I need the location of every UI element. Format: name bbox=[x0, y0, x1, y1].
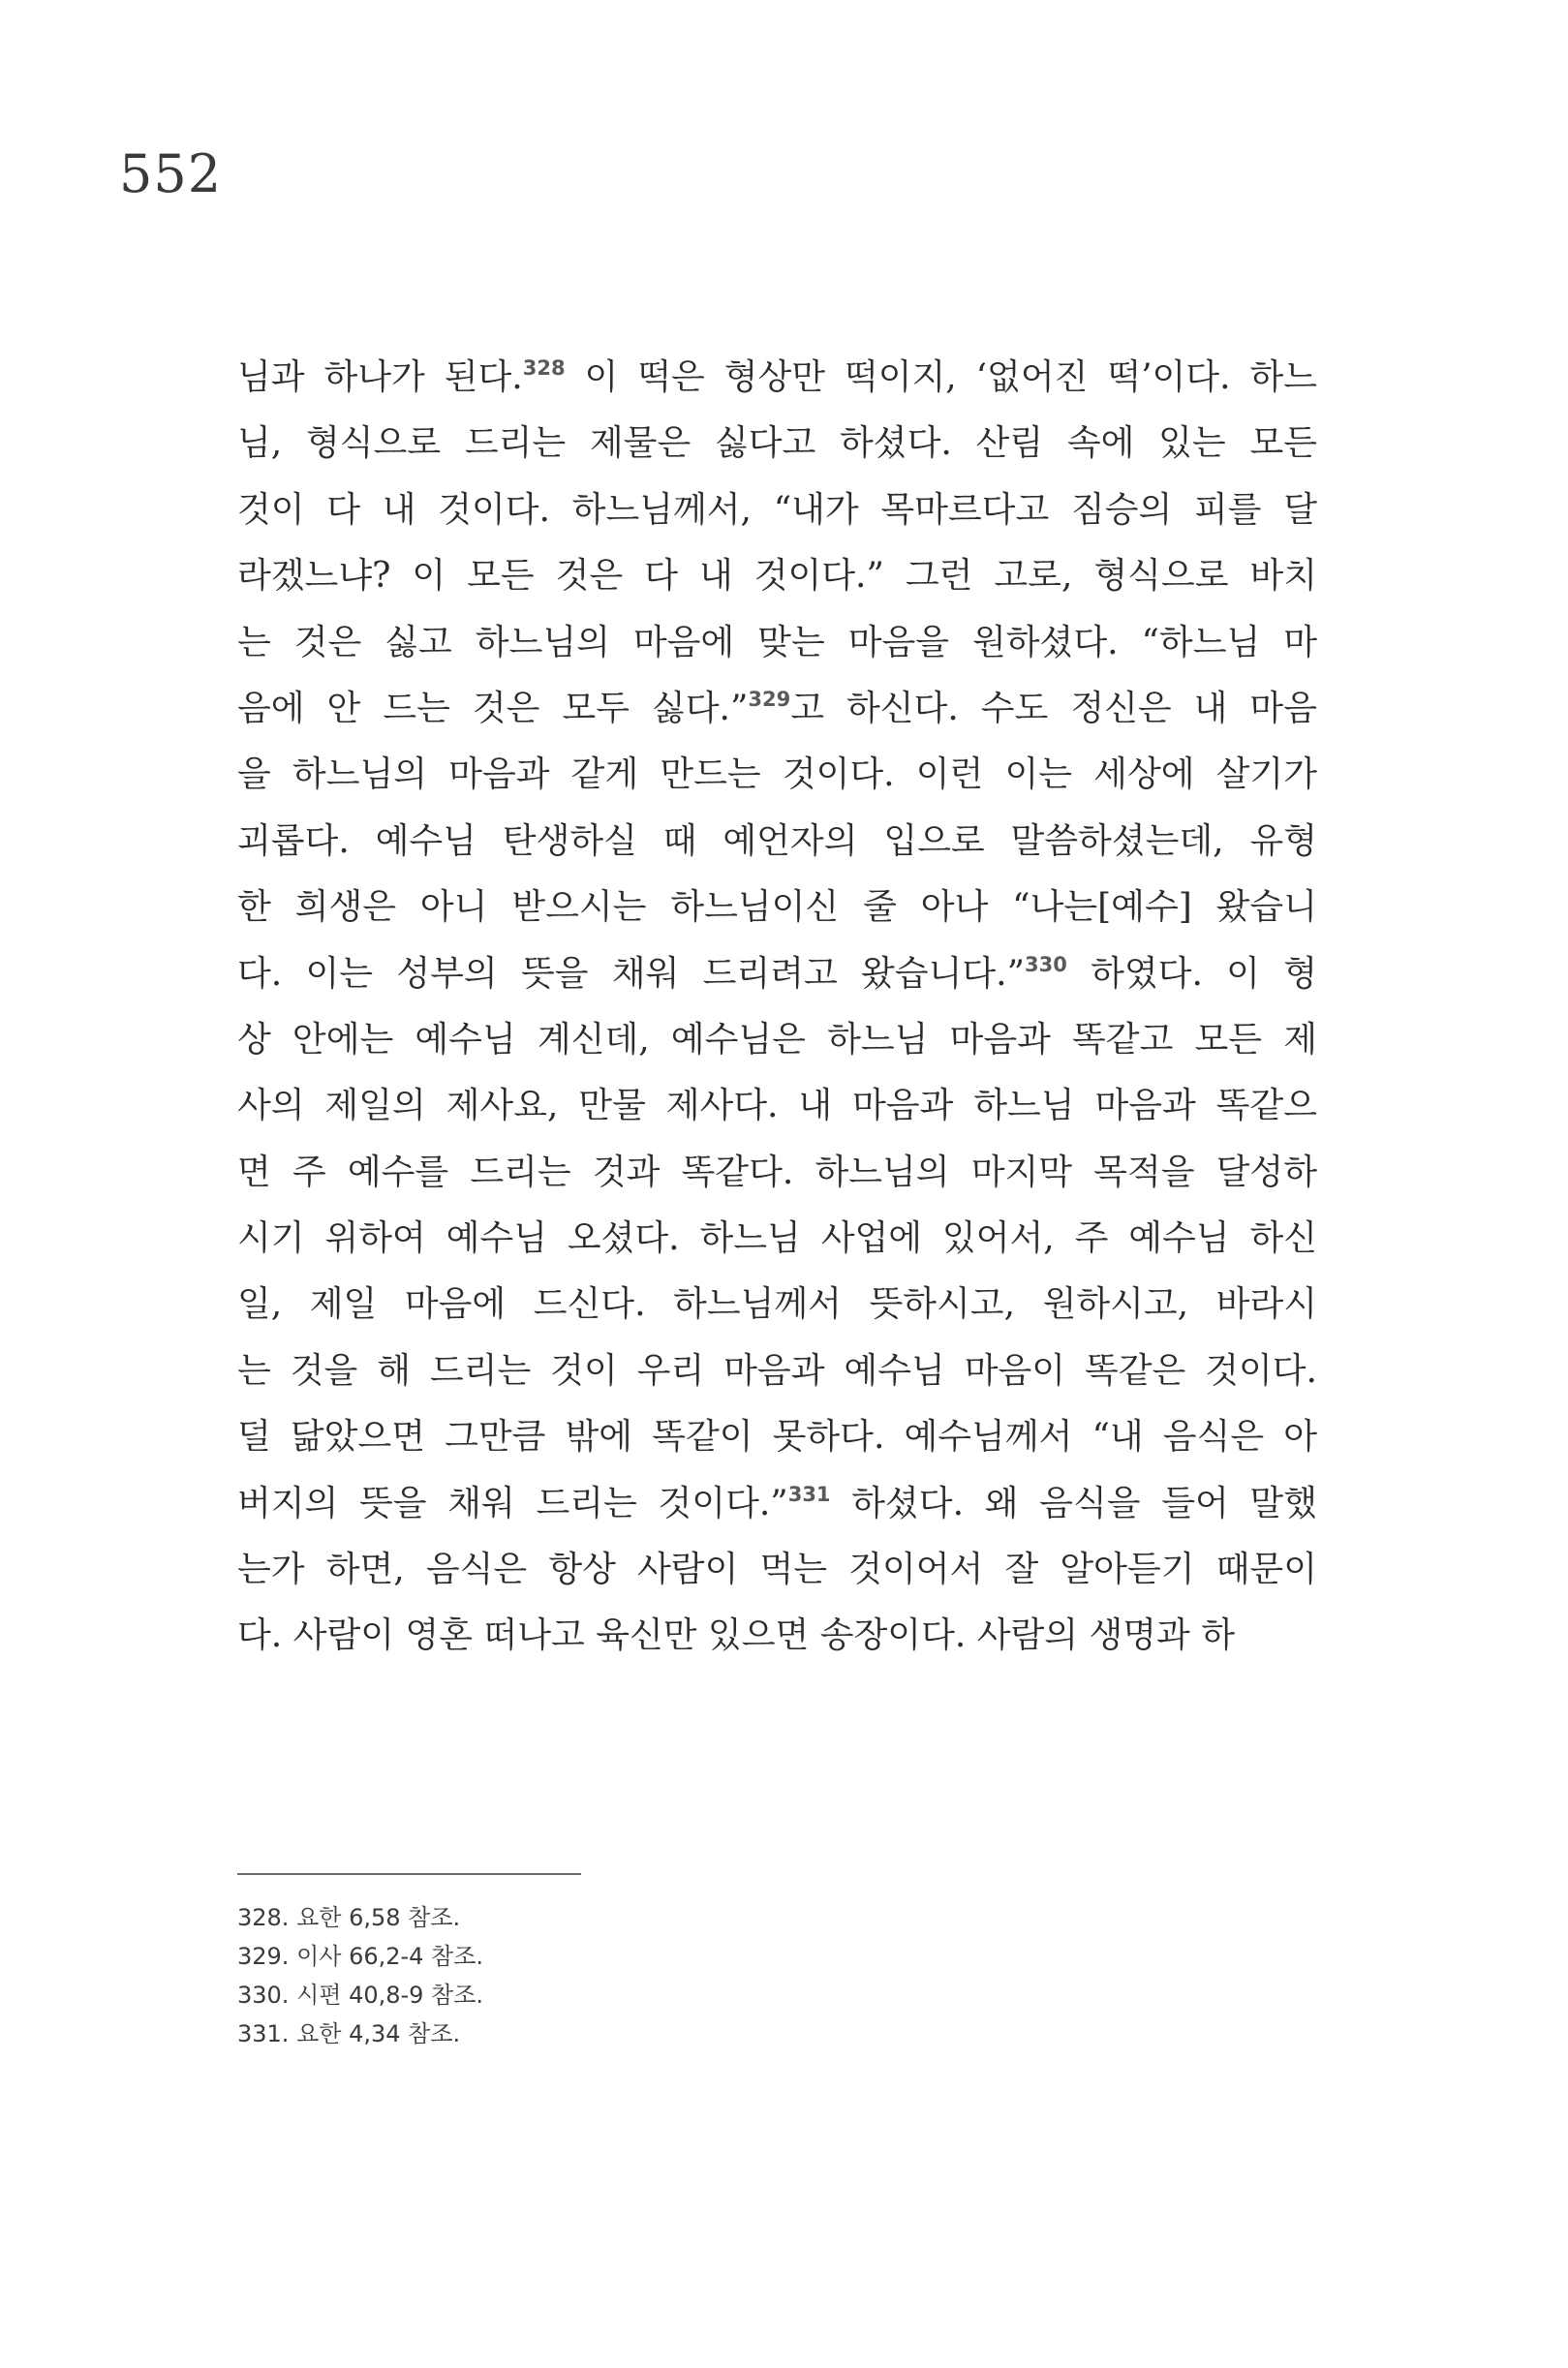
text-run: 는 것은 싫고 하느님의 마음에 맞는 마음을 원하셨다. “하느님 마 bbox=[237, 622, 1317, 662]
text-run: 일, 제일 마음에 드신다. 하느님께서 뜻하시고, 원하시고, 바라시 bbox=[237, 1284, 1317, 1325]
text-line bbox=[237, 875, 1317, 940]
text-run: 덜 닮았으면 그만큼 밖에 똑같이 못하다. 예수님께서 “내 음식은 아 bbox=[237, 1417, 1317, 1458]
text-run: 을 하느님의 마음과 같게 만드는 것이다. 이런 이는 세상에 살기가 bbox=[237, 754, 1317, 795]
text-line bbox=[237, 1140, 1317, 1206]
text-run: 면 주 예수를 드리는 것과 똑같다. 하느님의 마지막 목적을 달성하 bbox=[237, 1152, 1317, 1192]
text-run: 사의 제일의 제사요, 만물 제사다. 내 마음과 하느님 마음과 똑같으 bbox=[237, 1086, 1317, 1126]
text-run: 하였다. 이 형 bbox=[1066, 953, 1318, 994]
text-run: 시기 위하여 예수님 오셨다. 하느님 사업에 있어서, 주 예수님 하신 bbox=[237, 1218, 1317, 1259]
page-number: 552 bbox=[119, 143, 223, 204]
text-line bbox=[237, 1272, 1317, 1338]
footnote-ref[interactable]: 330 bbox=[1024, 952, 1067, 976]
text-run: 는가 하면, 음식은 항상 사람이 먹는 것이어서 잘 알아듣기 때문이 bbox=[237, 1550, 1317, 1590]
text-line bbox=[237, 1206, 1317, 1272]
text-run: 다. 사람이 영혼 떠나고 육신만 있으면 송장이다. 사람의 생명과 하 bbox=[237, 1615, 1236, 1656]
text-run: 상 안에는 예수님 계신데, 예수님은 하느님 마음과 똑같고 모든 제 bbox=[237, 1019, 1317, 1060]
text-line bbox=[237, 676, 1317, 742]
text-run: 고 하신다. 수도 정신은 내 마음 bbox=[790, 688, 1317, 728]
text-line bbox=[237, 1404, 1317, 1470]
text-line bbox=[237, 1537, 1317, 1603]
footnote-328: 328. 요한 6,58 참조. bbox=[237, 1904, 461, 1931]
text-line bbox=[237, 1471, 1317, 1537]
text-line bbox=[237, 1007, 1317, 1073]
text-line bbox=[237, 345, 1317, 411]
footnote-divider bbox=[237, 1873, 581, 1875]
text-line bbox=[237, 809, 1317, 875]
text-line bbox=[237, 543, 1317, 609]
text-line bbox=[237, 1338, 1317, 1404]
footnote-329: 329. 이사 66,2-4 참조. bbox=[237, 1943, 484, 1970]
text-line bbox=[237, 610, 1317, 676]
text-run: 괴롭다. 예수님 탄생하실 때 예언자의 입으로 말씀하셨는데, 유형 bbox=[237, 820, 1317, 861]
footnote-ref[interactable]: 329 bbox=[748, 687, 791, 711]
text-line bbox=[237, 477, 1317, 543]
text-line bbox=[237, 941, 1317, 1007]
text-line bbox=[237, 742, 1317, 808]
footnote-ref[interactable]: 331 bbox=[787, 1482, 831, 1506]
text-line bbox=[237, 1603, 1317, 1669]
text-run: 님, 형식으로 드리는 제물은 싫다고 하셨다. 산림 속에 있는 모든 bbox=[237, 423, 1317, 464]
footnote-330: 330. 시편 40,8-9 참조. bbox=[237, 1982, 484, 2009]
text-run: 님과 하나가 된다. bbox=[237, 357, 523, 397]
text-run: 음에 안 드는 것은 모두 싫다.” bbox=[237, 688, 749, 728]
footnote-331: 331. 요한 4,34 참조. bbox=[237, 2020, 461, 2047]
text-line bbox=[237, 1073, 1317, 1139]
text-run: 다. 이는 성부의 뜻을 채워 드리려고 왔습니다.” bbox=[237, 953, 1025, 994]
text-line bbox=[237, 411, 1317, 477]
text-run: 것이 다 내 것이다. 하느님께서, “내가 목마르다고 짐승의 피를 달 bbox=[237, 489, 1317, 530]
footnotes bbox=[237, 1898, 483, 2053]
text-run: 한 희생은 아니 받으시는 하느님이신 줄 아나 “나는[예수] 왔습니 bbox=[237, 887, 1317, 928]
text-run: 버지의 뜻을 채워 드리는 것이다.” bbox=[237, 1483, 788, 1523]
text-run: 이 떡은 형상만 떡이지, ‘없어진 떡’이다. 하느 bbox=[565, 357, 1318, 397]
text-run: 는 것을 해 드리는 것이 우리 마음과 예수님 마음이 똑같은 것이다. bbox=[237, 1350, 1317, 1391]
text-run: 하셨다. 왜 음식을 들어 말했 bbox=[830, 1483, 1317, 1523]
body-text bbox=[237, 345, 1317, 1670]
footnote-ref[interactable]: 328 bbox=[522, 356, 566, 380]
text-run: 라겠느냐? 이 모든 것은 다 내 것이다.” 그런 고로, 형식으로 바치 bbox=[237, 556, 1317, 597]
